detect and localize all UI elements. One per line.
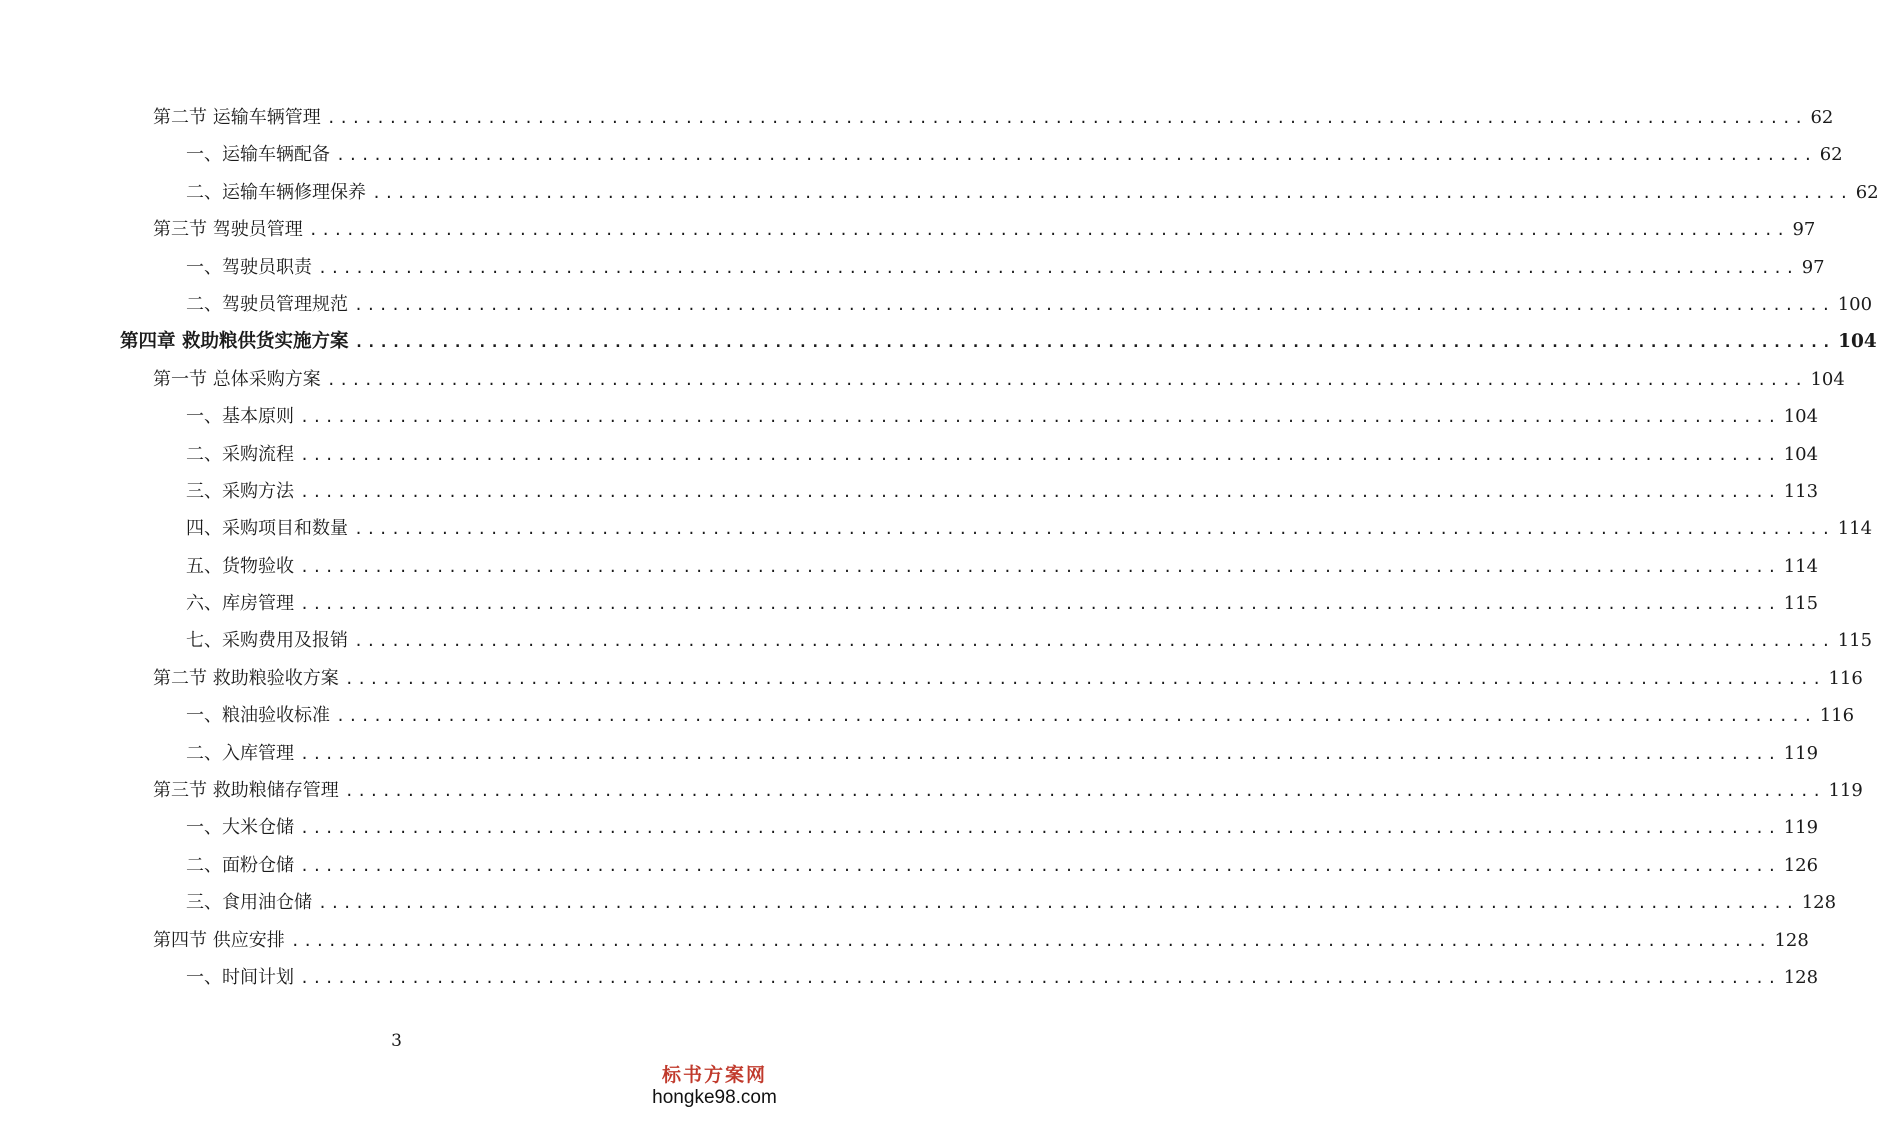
dot-leader: ........................................................................................................................ (354, 333, 1835, 352)
dot-leader: ........................................................................................................................ (290, 931, 1771, 950)
toc-entry-title: 三、采购方法 (186, 480, 294, 502)
dot-leader: ........................................................................................................................ (300, 557, 1780, 576)
toc-entry-title: 二、面粉仓储 (186, 854, 294, 876)
toc-section[interactable] (0, 211, 1816, 248)
toc-entry-page: 114 (1837, 518, 1873, 540)
toc-entry-title: 七、采购费用及报销 (186, 630, 348, 652)
toc-entry-page: 128 (1801, 892, 1837, 914)
dot-leader: ........................................................................................................................ (300, 482, 1780, 501)
dot-leader: ........................................................................................................................ (354, 295, 1834, 314)
toc-entry-page: 104 (1783, 406, 1819, 428)
dot-leader: ........................................................................................................................ (326, 109, 1807, 127)
toc-entry-page: 119 (1783, 742, 1819, 764)
dot-leader: ........................................................................................................................ (318, 258, 1798, 277)
toc-entry-page: 116 (1828, 667, 1863, 689)
toc-item[interactable] (0, 398, 1819, 435)
toc-entry-page: 62 (1855, 181, 1879, 203)
toc-entry-title: 一、驾驶员职责 (186, 256, 312, 278)
toc-entry-title: 第二节 救助粮验收方案 (153, 667, 339, 689)
toc-entry-page: 97 (1801, 256, 1825, 278)
toc-item[interactable] (0, 473, 1819, 510)
toc-entry-title: 一、大米仓储 (186, 817, 294, 839)
toc-chapter[interactable] (0, 323, 1877, 360)
dot-leader: ........................................................................................................................ (300, 968, 1780, 987)
toc-entry-title: 第二节 运输车辆管理 (153, 107, 321, 128)
toc-item[interactable] (0, 436, 1819, 473)
toc-entry-page: 128 (1774, 929, 1809, 951)
toc-item[interactable] (0, 136, 1843, 173)
dot-leader: ........................................................................................................................ (326, 370, 1807, 389)
toc-entry-page: 100 (1837, 293, 1873, 315)
dot-leader: ........................................................................................................................ (300, 856, 1780, 875)
page-number: 3 (391, 1031, 402, 1051)
toc-entry-title: 二、采购流程 (186, 443, 294, 465)
toc-entry-page: 115 (1783, 593, 1819, 615)
toc-item[interactable] (0, 697, 1855, 734)
dot-leader: ........................................................................................................................ (336, 707, 1816, 726)
toc-entry-title: 第四章 救助粮供货实施方案 (120, 331, 349, 353)
toc-entry-title: 一、运输车辆配备 (186, 144, 330, 166)
watermark-title: 标书方案网 (661, 1064, 767, 1086)
dot-leader: ........................................................................................................................ (300, 445, 1780, 464)
dot-leader: ........................................................................................................................ (300, 408, 1780, 427)
toc-entry-page: 104 (1810, 368, 1845, 390)
dot-leader: ........................................................................................................................ (308, 221, 1789, 240)
toc-entry-title: 第四节 供应安排 (153, 929, 285, 951)
toc-item[interactable] (0, 809, 1819, 846)
toc-entry-title: 一、基本原则 (186, 406, 294, 428)
toc-item[interactable] (0, 884, 1837, 921)
dot-leader: ........................................................................................................................ (318, 894, 1798, 913)
toc-entry-page: 116 (1819, 705, 1855, 727)
toc-item[interactable] (0, 959, 1819, 996)
toc-entry-page: 97 (1792, 219, 1816, 241)
toc-entry-title: 一、时间计划 (186, 966, 294, 988)
toc-item[interactable] (0, 249, 1825, 286)
toc-entry-page: 126 (1783, 854, 1819, 876)
toc-section[interactable] (0, 772, 1863, 809)
toc-entry-title: 三、食用油仓储 (186, 892, 312, 914)
toc-entry-title: 二、运输车辆修理保养 (186, 181, 366, 203)
toc-entry-title: 第三节 救助粮储存管理 (153, 780, 339, 802)
toc-entry-title: 一、粮油验收标准 (186, 705, 330, 727)
toc-item[interactable] (0, 585, 1819, 622)
table-of-contents (0, 99, 1879, 996)
toc-entry-title: 六、库房管理 (186, 593, 294, 615)
toc-entry-title: 二、驾驶员管理规范 (186, 293, 348, 315)
dot-leader: ........................................................................................................................ (336, 146, 1816, 165)
toc-item[interactable] (0, 174, 1879, 211)
watermark-site: hongke98.com (652, 1087, 777, 1108)
toc-entry-page: 113 (1783, 480, 1819, 502)
toc-item[interactable] (0, 548, 1819, 585)
toc-entry-page: 119 (1828, 780, 1863, 802)
toc-section[interactable] (0, 922, 1809, 959)
toc-entry-title: 第一节 总体采购方案 (153, 368, 321, 390)
toc-item[interactable] (0, 286, 1873, 323)
toc-entry-page: 114 (1783, 555, 1819, 577)
toc-entry-title: 四、采购项目和数量 (186, 518, 348, 540)
toc-entry-page: 115 (1837, 630, 1873, 652)
dot-leader: ........................................................................................................................ (300, 819, 1780, 838)
toc-item[interactable] (0, 847, 1819, 884)
dot-leader: ........................................................................................................................ (354, 632, 1834, 651)
toc-entry-title: 五、货物验收 (186, 555, 294, 577)
dot-leader: ........................................................................................................................ (354, 520, 1834, 539)
toc-entry-page: 119 (1783, 817, 1819, 839)
toc-section[interactable] (0, 361, 1845, 398)
toc-entry-page: 104 (1838, 331, 1877, 353)
toc-item[interactable] (0, 510, 1873, 547)
toc-entry-page: 128 (1783, 966, 1819, 988)
toc-section[interactable] (0, 660, 1863, 697)
toc-entry-title: 二、入库管理 (186, 742, 294, 764)
toc-entry-page: 104 (1783, 443, 1819, 465)
toc-entry-page: 62 (1819, 144, 1843, 166)
toc-section[interactable] (0, 99, 1834, 136)
toc-entry-title: 第三节 驾驶员管理 (153, 219, 303, 241)
toc-item[interactable] (0, 622, 1873, 659)
dot-leader: ........................................................................................................................ (372, 183, 1852, 202)
watermark-logo (647, 1064, 782, 1110)
toc-entry-page: 62 (1810, 107, 1834, 128)
dot-leader: ........................................................................................................................ (344, 669, 1825, 688)
toc-item[interactable] (0, 735, 1819, 772)
dot-leader: ........................................................................................................................ (344, 782, 1825, 801)
dot-leader: ........................................................................................................................ (300, 744, 1780, 763)
dot-leader: ........................................................................................................................ (300, 595, 1780, 614)
